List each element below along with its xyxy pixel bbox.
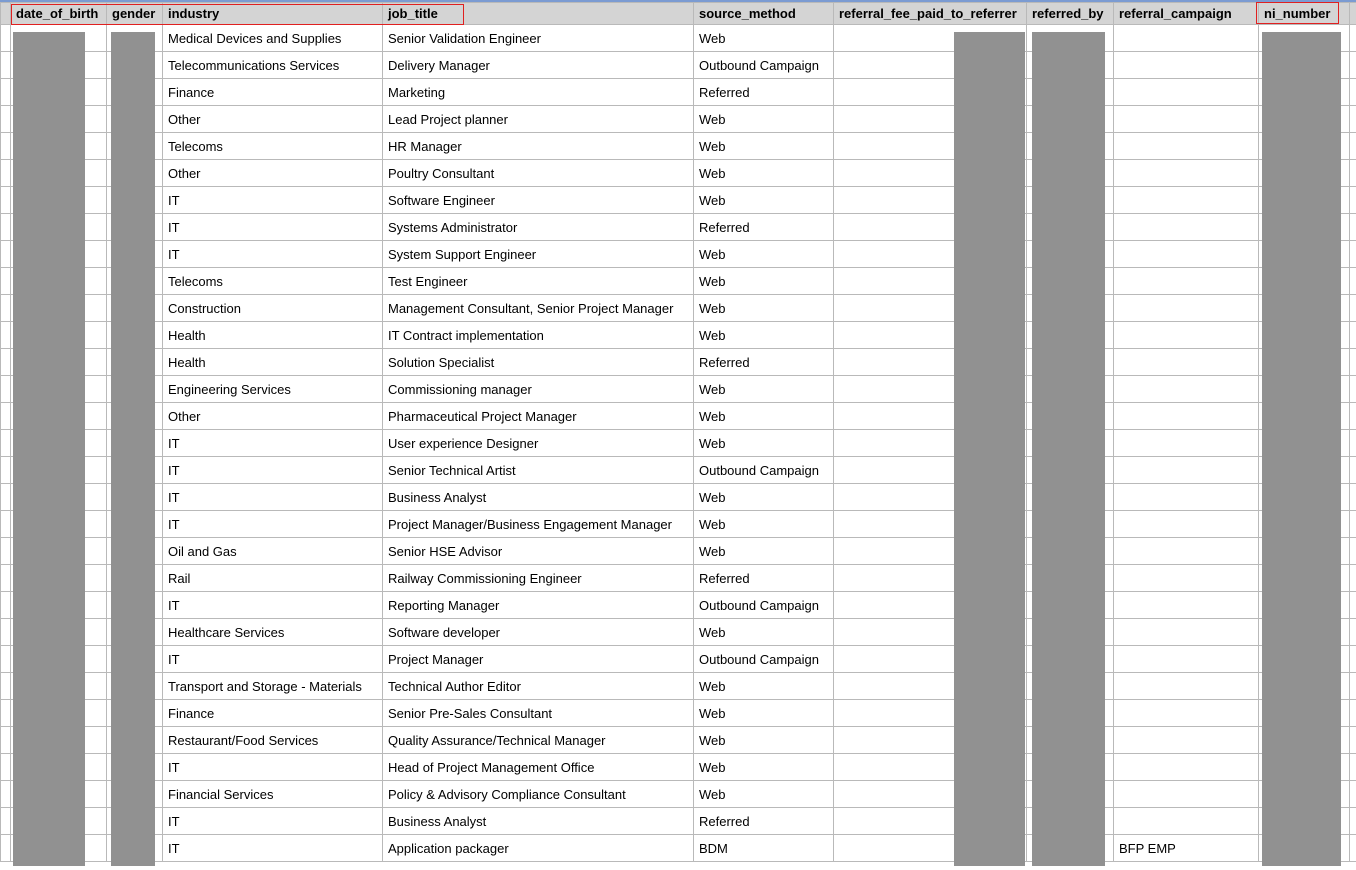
cell-industry[interactable]: IT xyxy=(163,241,383,268)
cell-industry[interactable]: Rail xyxy=(163,565,383,592)
cell-source-method[interactable]: Referred xyxy=(694,79,834,106)
header-referral-fee[interactable]: referral_fee_paid_to_referrer xyxy=(834,3,1027,25)
spreadsheet-grid xyxy=(0,2,1356,862)
row-number-cell[interactable] xyxy=(1,565,11,592)
cell-job-title[interactable]: Lead Project planner xyxy=(383,106,694,133)
cell-industry[interactable]: IT xyxy=(163,646,383,673)
row-number-cell[interactable] xyxy=(1,457,11,484)
row-number-cell[interactable] xyxy=(1,133,11,160)
row-number-cell[interactable] xyxy=(1,619,11,646)
row-number-cell[interactable] xyxy=(1,538,11,565)
cell-job-title[interactable]: System Support Engineer xyxy=(383,241,694,268)
cell-job-title[interactable]: Head of Project Management Office xyxy=(383,754,694,781)
table-row[interactable] xyxy=(1,25,1356,52)
cell-source-method[interactable]: Web xyxy=(694,781,834,808)
row-number-cell[interactable] xyxy=(1,376,11,403)
table-row[interactable] xyxy=(1,673,1356,700)
header-ni-number[interactable]: ni_number xyxy=(1259,3,1350,25)
table-row[interactable] xyxy=(1,106,1356,133)
row-number-cell[interactable] xyxy=(1,295,11,322)
cell-job-title[interactable]: Software developer xyxy=(383,619,694,646)
table-row[interactable] xyxy=(1,538,1356,565)
row-number-cell[interactable] xyxy=(1,349,11,376)
overflow-cell[interactable] xyxy=(1350,484,1356,511)
cell-job-title[interactable]: Software Engineer xyxy=(383,187,694,214)
cell-referral-campaign[interactable] xyxy=(1114,538,1259,565)
cell-source-method[interactable]: Web xyxy=(694,619,834,646)
table-row[interactable] xyxy=(1,565,1356,592)
cell-job-title[interactable]: Business Analyst xyxy=(383,808,694,835)
table-row[interactable] xyxy=(1,754,1356,781)
cell-referral-campaign[interactable] xyxy=(1114,403,1259,430)
cell-industry[interactable]: Finance xyxy=(163,700,383,727)
redacted-gender-column xyxy=(111,32,155,866)
table-row[interactable] xyxy=(1,592,1356,619)
table-row[interactable] xyxy=(1,52,1356,79)
cell-referral-campaign[interactable] xyxy=(1114,322,1259,349)
cell-source-method[interactable]: Web xyxy=(694,430,834,457)
cell-source-method[interactable]: Referred xyxy=(694,214,834,241)
cell-job-title[interactable]: Marketing xyxy=(383,79,694,106)
cell-source-method[interactable]: Web xyxy=(694,295,834,322)
cell-referral-campaign[interactable] xyxy=(1114,646,1259,673)
cell-job-title[interactable]: Test Engineer xyxy=(383,268,694,295)
cell-industry[interactable]: IT xyxy=(163,808,383,835)
cell-job-title[interactable]: Pharmaceutical Project Manager xyxy=(383,403,694,430)
overflow-cell[interactable] xyxy=(1350,160,1356,187)
table-row[interactable] xyxy=(1,403,1356,430)
cell-referral-campaign[interactable] xyxy=(1114,592,1259,619)
table-row[interactable] xyxy=(1,727,1356,754)
redacted-date-of-birth-column xyxy=(13,32,85,866)
overflow-cell[interactable] xyxy=(1350,322,1356,349)
cell-source-method[interactable]: Web xyxy=(694,511,834,538)
cell-referral-campaign[interactable] xyxy=(1114,106,1259,133)
cell-referral-campaign[interactable] xyxy=(1114,727,1259,754)
cell-source-method[interactable]: Web xyxy=(694,754,834,781)
cell-source-method[interactable]: Referred xyxy=(694,565,834,592)
cell-industry[interactable]: Financial Services xyxy=(163,781,383,808)
cell-industry[interactable]: IT xyxy=(163,484,383,511)
cell-industry[interactable]: Construction xyxy=(163,295,383,322)
cell-job-title[interactable]: Commissioning manager xyxy=(383,376,694,403)
row-number-cell[interactable] xyxy=(1,79,11,106)
cell-referral-campaign[interactable] xyxy=(1114,268,1259,295)
cell-source-method[interactable]: Web xyxy=(694,403,834,430)
table-row[interactable] xyxy=(1,700,1356,727)
cell-industry[interactable]: IT xyxy=(163,457,383,484)
cell-source-method[interactable]: BDM xyxy=(694,835,834,862)
cell-industry[interactable]: Telecommunications Services xyxy=(163,52,383,79)
cell-industry[interactable]: Finance xyxy=(163,79,383,106)
cell-referral-campaign[interactable]: BFP EMP xyxy=(1114,835,1259,862)
cell-source-method[interactable]: Web xyxy=(694,187,834,214)
row-number-cell[interactable] xyxy=(1,700,11,727)
cell-industry[interactable]: Health xyxy=(163,349,383,376)
header-gender[interactable]: gender xyxy=(107,3,163,25)
overflow-cell[interactable] xyxy=(1350,295,1356,322)
cell-industry[interactable]: Restaurant/Food Services xyxy=(163,727,383,754)
overflow-cell[interactable] xyxy=(1350,592,1356,619)
overflow-cell[interactable] xyxy=(1350,457,1356,484)
overflow-cell[interactable] xyxy=(1350,79,1356,106)
cell-industry[interactable]: Oil and Gas xyxy=(163,538,383,565)
cell-source-method[interactable]: Web xyxy=(694,322,834,349)
overflow-cell[interactable] xyxy=(1350,268,1356,295)
cell-job-title[interactable]: Systems Administrator xyxy=(383,214,694,241)
overflow-cell[interactable] xyxy=(1350,52,1356,79)
cell-industry[interactable]: IT xyxy=(163,835,383,862)
cell-source-method[interactable]: Web xyxy=(694,727,834,754)
cell-job-title[interactable]: Project Manager/Business Engagement Manager xyxy=(383,511,694,538)
table-row[interactable] xyxy=(1,187,1356,214)
overflow-cell[interactable] xyxy=(1350,754,1356,781)
cell-referral-campaign[interactable] xyxy=(1114,430,1259,457)
row-number-cell[interactable] xyxy=(1,214,11,241)
cell-referral-campaign[interactable] xyxy=(1114,241,1259,268)
table-row[interactable] xyxy=(1,349,1356,376)
cell-industry[interactable]: Health xyxy=(163,322,383,349)
table-row[interactable] xyxy=(1,214,1356,241)
cell-source-method[interactable]: Web xyxy=(694,376,834,403)
table-row[interactable] xyxy=(1,619,1356,646)
row-number-cell[interactable] xyxy=(1,403,11,430)
cell-job-title[interactable]: Senior Validation Engineer xyxy=(383,25,694,52)
cell-referral-campaign[interactable] xyxy=(1114,160,1259,187)
cell-source-method[interactable]: Web xyxy=(694,484,834,511)
cell-job-title[interactable]: Business Analyst xyxy=(383,484,694,511)
row-number-cell[interactable] xyxy=(1,673,11,700)
cell-source-method[interactable]: Outbound Campaign xyxy=(694,592,834,619)
overflow-cell[interactable] xyxy=(1350,538,1356,565)
overflow-cell[interactable] xyxy=(1350,106,1356,133)
table-row[interactable] xyxy=(1,133,1356,160)
header-referral-campaign[interactable]: referral_campaign xyxy=(1114,3,1259,25)
table-row[interactable] xyxy=(1,484,1356,511)
cell-job-title[interactable]: Application packager xyxy=(383,835,694,862)
cell-source-method[interactable]: Web xyxy=(694,106,834,133)
table-row[interactable] xyxy=(1,646,1356,673)
table-row[interactable] xyxy=(1,808,1356,835)
cell-industry[interactable]: Other xyxy=(163,403,383,430)
cell-industry[interactable]: Healthcare Services xyxy=(163,619,383,646)
cell-industry[interactable]: Other xyxy=(163,160,383,187)
cell-job-title[interactable]: Policy & Advisory Compliance Consultant xyxy=(383,781,694,808)
table-row[interactable] xyxy=(1,457,1356,484)
overflow-cell[interactable] xyxy=(1350,25,1356,52)
cell-referral-campaign[interactable] xyxy=(1114,133,1259,160)
row-number-cell[interactable] xyxy=(1,430,11,457)
row-number-cell[interactable] xyxy=(1,592,11,619)
table-row[interactable] xyxy=(1,295,1356,322)
cell-job-title[interactable]: Reporting Manager xyxy=(383,592,694,619)
cell-referral-campaign[interactable] xyxy=(1114,565,1259,592)
cell-industry[interactable]: IT xyxy=(163,754,383,781)
table-row[interactable] xyxy=(1,322,1356,349)
overflow-cell[interactable] xyxy=(1350,727,1356,754)
row-number-cell[interactable] xyxy=(1,268,11,295)
overflow-cell[interactable] xyxy=(1350,511,1356,538)
cell-industry[interactable]: IT xyxy=(163,187,383,214)
cell-job-title[interactable]: Quality Assurance/Technical Manager xyxy=(383,727,694,754)
row-number-cell[interactable] xyxy=(1,52,11,79)
cell-job-title[interactable]: Delivery Manager xyxy=(383,52,694,79)
row-number-cell[interactable] xyxy=(1,727,11,754)
cell-referral-campaign[interactable] xyxy=(1114,376,1259,403)
row-number-cell[interactable] xyxy=(1,484,11,511)
cell-referral-campaign[interactable] xyxy=(1114,349,1259,376)
row-number-cell[interactable] xyxy=(1,808,11,835)
cell-industry[interactable]: IT xyxy=(163,430,383,457)
cell-job-title[interactable]: Project Manager xyxy=(383,646,694,673)
cell-referral-campaign[interactable] xyxy=(1114,511,1259,538)
table-row[interactable] xyxy=(1,835,1356,862)
cell-job-title[interactable]: IT Contract implementation xyxy=(383,322,694,349)
table-row[interactable] xyxy=(1,511,1356,538)
cell-job-title[interactable]: Railway Commissioning Engineer xyxy=(383,565,694,592)
table-row[interactable] xyxy=(1,241,1356,268)
cell-job-title[interactable]: Poultry Consultant xyxy=(383,160,694,187)
cell-referral-campaign[interactable] xyxy=(1114,187,1259,214)
overflow-cell[interactable] xyxy=(1350,808,1356,835)
cell-source-method[interactable]: Web xyxy=(694,538,834,565)
overflow-cell[interactable] xyxy=(1350,700,1356,727)
cell-referral-campaign[interactable] xyxy=(1114,673,1259,700)
row-number-cell[interactable] xyxy=(1,781,11,808)
header-overflow-column[interactable] xyxy=(1350,3,1356,25)
cell-job-title[interactable]: HR Manager xyxy=(383,133,694,160)
row-number-cell[interactable] xyxy=(1,322,11,349)
cell-source-method[interactable]: Web xyxy=(694,133,834,160)
header-date-of-birth[interactable]: date_of_birth xyxy=(11,3,107,25)
overflow-cell[interactable] xyxy=(1350,349,1356,376)
overflow-cell[interactable] xyxy=(1350,781,1356,808)
overflow-cell[interactable] xyxy=(1350,835,1356,862)
row-number-cell[interactable] xyxy=(1,511,11,538)
cell-source-method[interactable]: Web xyxy=(694,700,834,727)
cell-source-method[interactable]: Web xyxy=(694,268,834,295)
row-number-header xyxy=(1,3,11,25)
header-source-method[interactable]: source_method xyxy=(694,3,834,25)
table-row[interactable] xyxy=(1,430,1356,457)
cell-job-title[interactable]: Senior HSE Advisor xyxy=(383,538,694,565)
cell-source-method[interactable]: Outbound Campaign xyxy=(694,52,834,79)
cell-referral-campaign[interactable] xyxy=(1114,214,1259,241)
cell-source-method[interactable]: Web xyxy=(694,673,834,700)
overflow-cell[interactable] xyxy=(1350,187,1356,214)
cell-source-method[interactable]: Web xyxy=(694,160,834,187)
cell-referral-campaign[interactable] xyxy=(1114,619,1259,646)
cell-industry[interactable]: Other xyxy=(163,106,383,133)
cell-referral-campaign[interactable] xyxy=(1114,700,1259,727)
header-row xyxy=(1,3,1356,25)
overflow-cell[interactable] xyxy=(1350,646,1356,673)
overflow-cell[interactable] xyxy=(1350,214,1356,241)
cell-source-method[interactable]: Referred xyxy=(694,808,834,835)
overflow-cell[interactable] xyxy=(1350,619,1356,646)
header-industry[interactable]: industry xyxy=(163,3,383,25)
redacted-referral-fee-column xyxy=(954,32,1025,866)
cell-industry[interactable]: IT xyxy=(163,214,383,241)
cell-referral-campaign[interactable] xyxy=(1114,484,1259,511)
overflow-cell[interactable] xyxy=(1350,673,1356,700)
cell-source-method[interactable]: Web xyxy=(694,241,834,268)
table-row[interactable] xyxy=(1,79,1356,106)
cell-referral-campaign[interactable] xyxy=(1114,457,1259,484)
redacted-ni-number-column xyxy=(1262,32,1341,866)
row-number-cell[interactable] xyxy=(1,754,11,781)
overflow-cell[interactable] xyxy=(1350,241,1356,268)
redacted-referred-by-column xyxy=(1032,32,1105,866)
cell-source-method[interactable]: Outbound Campaign xyxy=(694,646,834,673)
cell-source-method[interactable]: Referred xyxy=(694,349,834,376)
cell-industry[interactable]: IT xyxy=(163,511,383,538)
row-number-cell[interactable] xyxy=(1,25,11,52)
cell-referral-campaign[interactable] xyxy=(1114,79,1259,106)
row-number-cell[interactable] xyxy=(1,187,11,214)
cell-referral-campaign[interactable] xyxy=(1114,781,1259,808)
cell-industry[interactable]: Medical Devices and Supplies xyxy=(163,25,383,52)
overflow-cell[interactable] xyxy=(1350,376,1356,403)
row-number-cell[interactable] xyxy=(1,835,11,862)
cell-source-method[interactable]: Web xyxy=(694,25,834,52)
row-number-cell[interactable] xyxy=(1,106,11,133)
overflow-cell[interactable] xyxy=(1350,430,1356,457)
overflow-cell[interactable] xyxy=(1350,403,1356,430)
cell-industry[interactable]: Telecoms xyxy=(163,133,383,160)
cell-industry[interactable]: Engineering Services xyxy=(163,376,383,403)
cell-job-title[interactable]: Technical Author Editor xyxy=(383,673,694,700)
cell-industry[interactable]: Telecoms xyxy=(163,268,383,295)
table-row[interactable] xyxy=(1,268,1356,295)
cell-job-title[interactable]: User experience Designer xyxy=(383,430,694,457)
row-number-cell[interactable] xyxy=(1,646,11,673)
cell-job-title[interactable]: Management Consultant, Senior Project Manager xyxy=(383,295,694,322)
cell-referral-campaign[interactable] xyxy=(1114,295,1259,322)
table-row[interactable] xyxy=(1,160,1356,187)
table-row[interactable] xyxy=(1,781,1356,808)
cell-source-method[interactable]: Outbound Campaign xyxy=(694,457,834,484)
cell-job-title[interactable]: Solution Specialist xyxy=(383,349,694,376)
overflow-cell[interactable] xyxy=(1350,565,1356,592)
cell-referral-campaign[interactable] xyxy=(1114,808,1259,835)
cell-referral-campaign[interactable] xyxy=(1114,25,1259,52)
cell-job-title[interactable]: Senior Technical Artist xyxy=(383,457,694,484)
table-row[interactable] xyxy=(1,376,1356,403)
header-referred-by[interactable]: referred_by xyxy=(1027,3,1114,25)
cell-referral-campaign[interactable] xyxy=(1114,754,1259,781)
cell-referral-campaign[interactable] xyxy=(1114,52,1259,79)
cell-job-title[interactable]: Senior Pre-Sales Consultant xyxy=(383,700,694,727)
row-number-cell[interactable] xyxy=(1,160,11,187)
header-job-title[interactable]: job_title xyxy=(383,3,694,25)
cell-industry[interactable]: Transport and Storage - Materials xyxy=(163,673,383,700)
cell-industry[interactable]: IT xyxy=(163,592,383,619)
overflow-cell[interactable] xyxy=(1350,133,1356,160)
row-number-cell[interactable] xyxy=(1,241,11,268)
